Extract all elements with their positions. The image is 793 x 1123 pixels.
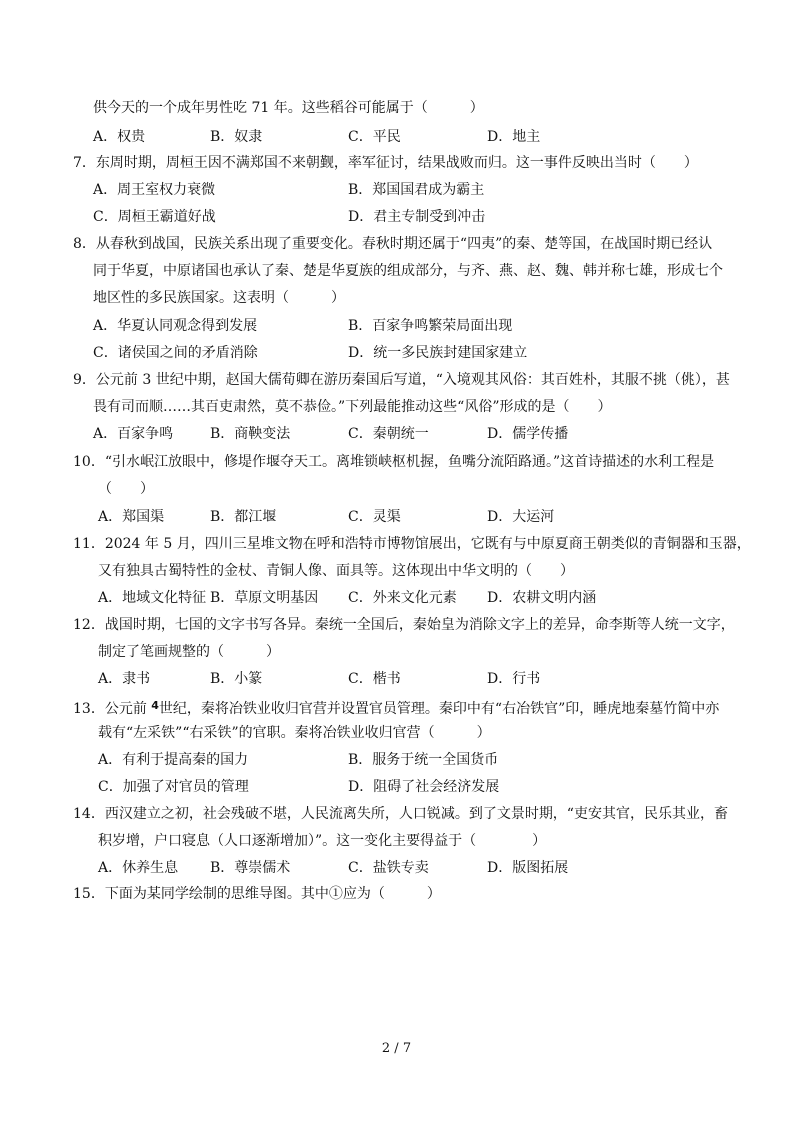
q14-option-c: C．盐铁专卖 bbox=[348, 860, 429, 876]
q7-option-b: B．郑国国君成为霸主 bbox=[348, 182, 485, 198]
q6-option-b: B．奴隶 bbox=[210, 129, 263, 145]
q13-stem-line bbox=[73, 696, 719, 719]
q10-stem-line: （ ） bbox=[98, 481, 154, 497]
q9-option-c: C．秦朝统一 bbox=[348, 426, 429, 442]
q11-option-c: C．外来文化元素 bbox=[348, 590, 457, 606]
q12-option-c: C．楷书 bbox=[348, 671, 401, 687]
q13-option-c: C．加强了对官员的管理 bbox=[98, 779, 249, 795]
q8-stem-line: 8．从春秋到战国，民族关系出现了重要变化。春秋时期还属于“四夷”的秦、楚等国，在战国时期已经认 bbox=[73, 236, 713, 252]
q13-option-a: A．有利于提高秦的国力 bbox=[98, 752, 249, 768]
q10-option-b: B．都江堰 bbox=[210, 509, 277, 525]
q10-option-c: C．灵渠 bbox=[348, 509, 401, 525]
q11-option-b: B．草原文明基因 bbox=[210, 590, 319, 606]
q10-stem-line: 10．“引水岷江放眼中，修堤作堰夺天工。离堆锁峡枢机握，鱼嘴分流陌路通。”这首诗描述的水利工程是 bbox=[73, 454, 715, 470]
q10-option-d: D．大运河 bbox=[487, 509, 555, 525]
q11-option-d: D．农耕文明内涵 bbox=[487, 590, 597, 606]
q14-stem-line: 14．西汉建立之初，社会残破不堪，人民流离失所，人口锐减。到了文景时期，“吏安其官，民乐其业，畜 bbox=[73, 806, 728, 822]
q10-option-a: A．郑国渠 bbox=[98, 509, 165, 525]
q13-option-d: D．阻碍了社会经济发展 bbox=[348, 779, 500, 795]
q6-option-a: A．权贵 bbox=[93, 129, 146, 145]
q8-stem-line: 同于华夏，中原诸国也承认了秦、楚是华夏族的组成部分，与齐、燕、赵、魏、韩并称七雄，形成七个 bbox=[93, 263, 723, 279]
q8-option-d: D．统一多民族封建国家建立 bbox=[348, 345, 528, 361]
q13-option-b: B．服务于统一全国货币 bbox=[348, 752, 499, 768]
q8-option-a: A．华夏认同观念得到发展 bbox=[93, 318, 258, 334]
q7-option-d: D．君主专制受到冲击 bbox=[348, 209, 486, 225]
q11-option-a: A．地域文化特征 bbox=[98, 590, 207, 606]
q9-stem-line: 9．公元前 3 世纪中期，赵国大儒荀卿在游历秦国后写道，“入境观其风俗：其百姓朴，其服不挑（佻），甚 bbox=[73, 372, 730, 388]
q14-stem-line: 积岁增，户口寝息（人口逐渐增加）”。这一变化主要得益于（ ） bbox=[98, 833, 547, 849]
q12-stem-line: 12．战国时期，七国的文字书写各异。秦统一全国后，秦始皇为消除文字上的差异，命李斯等人统一文字， bbox=[73, 617, 735, 633]
q11-stem-line: 又有独具古蜀特性的金杖、青铜人像、面具等。这体现出中华文明的（ ） bbox=[98, 563, 574, 579]
q7-option-c: C．周桓王霸道好战 bbox=[93, 209, 216, 225]
q13-stem-line: 载有“左采铁”“右采铁”的官职。秦将冶铁业收归官营（ ） bbox=[98, 725, 491, 741]
q13-stem-pre: 13．公元前 bbox=[73, 701, 152, 717]
q9-option-b: B．商鞅变法 bbox=[210, 426, 291, 442]
q7-option-a: A．周王室权力衰微 bbox=[93, 182, 216, 198]
q13-century-number: 4 bbox=[151, 699, 159, 712]
q15-stem: 15．下面为某同学绘制的思维导图。其中①应为（ ） bbox=[73, 886, 441, 902]
q14-option-b: B．尊崇儒术 bbox=[210, 860, 291, 876]
q9-option-d: D．儒学传播 bbox=[487, 426, 569, 442]
q6-option-c: C．平民 bbox=[348, 129, 401, 145]
q11-stem-line: 11．2024 年 5 月，四川三星堆文物在呼和浩特市博物馆展出，它既有与中原夏商王朝类似的青铜器和玉器， bbox=[73, 536, 751, 552]
q12-option-a: A．隶书 bbox=[98, 671, 151, 687]
q9-option-a: A．百家争鸣 bbox=[93, 426, 174, 442]
q12-option-b: B．小篆 bbox=[210, 671, 263, 687]
q12-option-d: D．行书 bbox=[487, 671, 541, 687]
q7-stem: 7．东周时期，周桓王因不满郑国不来朝觐，率军征讨，结果战败而归。这一事件反映出当时（ ） bbox=[73, 155, 698, 171]
page-number: 2 / 7 bbox=[381, 1041, 412, 1056]
q6-option-d: D．地主 bbox=[487, 129, 541, 145]
q9-stem-line: 畏有司而顺……其百吏肃然，莫不恭俭。”下列最能推动这些“风俗”形成的是（ ） bbox=[93, 399, 612, 415]
q8-stem-line: 地区性的多民族国家。这表明（ ） bbox=[93, 290, 345, 306]
q12-stem-line: 制定了笔画规整的（ ） bbox=[98, 644, 280, 660]
q14-option-d: D．版图拓展 bbox=[487, 860, 569, 876]
q13-stem-post: 世纪，秦将冶铁业收归官营并设置官员管理。秦印中有“右冶铁官”印，睡虎地秦墓竹简中亦 bbox=[158, 701, 720, 717]
q14-option-a: A．休养生息 bbox=[98, 860, 179, 876]
q8-option-c: C．诸侯国之间的矛盾消除 bbox=[93, 345, 258, 361]
q8-option-b: B．百家争鸣繁荣局面出现 bbox=[348, 318, 513, 334]
q6-stem-tail: 供今天的一个成年男性吃 71 年。这些稻谷可能属于（ ） bbox=[93, 100, 484, 116]
